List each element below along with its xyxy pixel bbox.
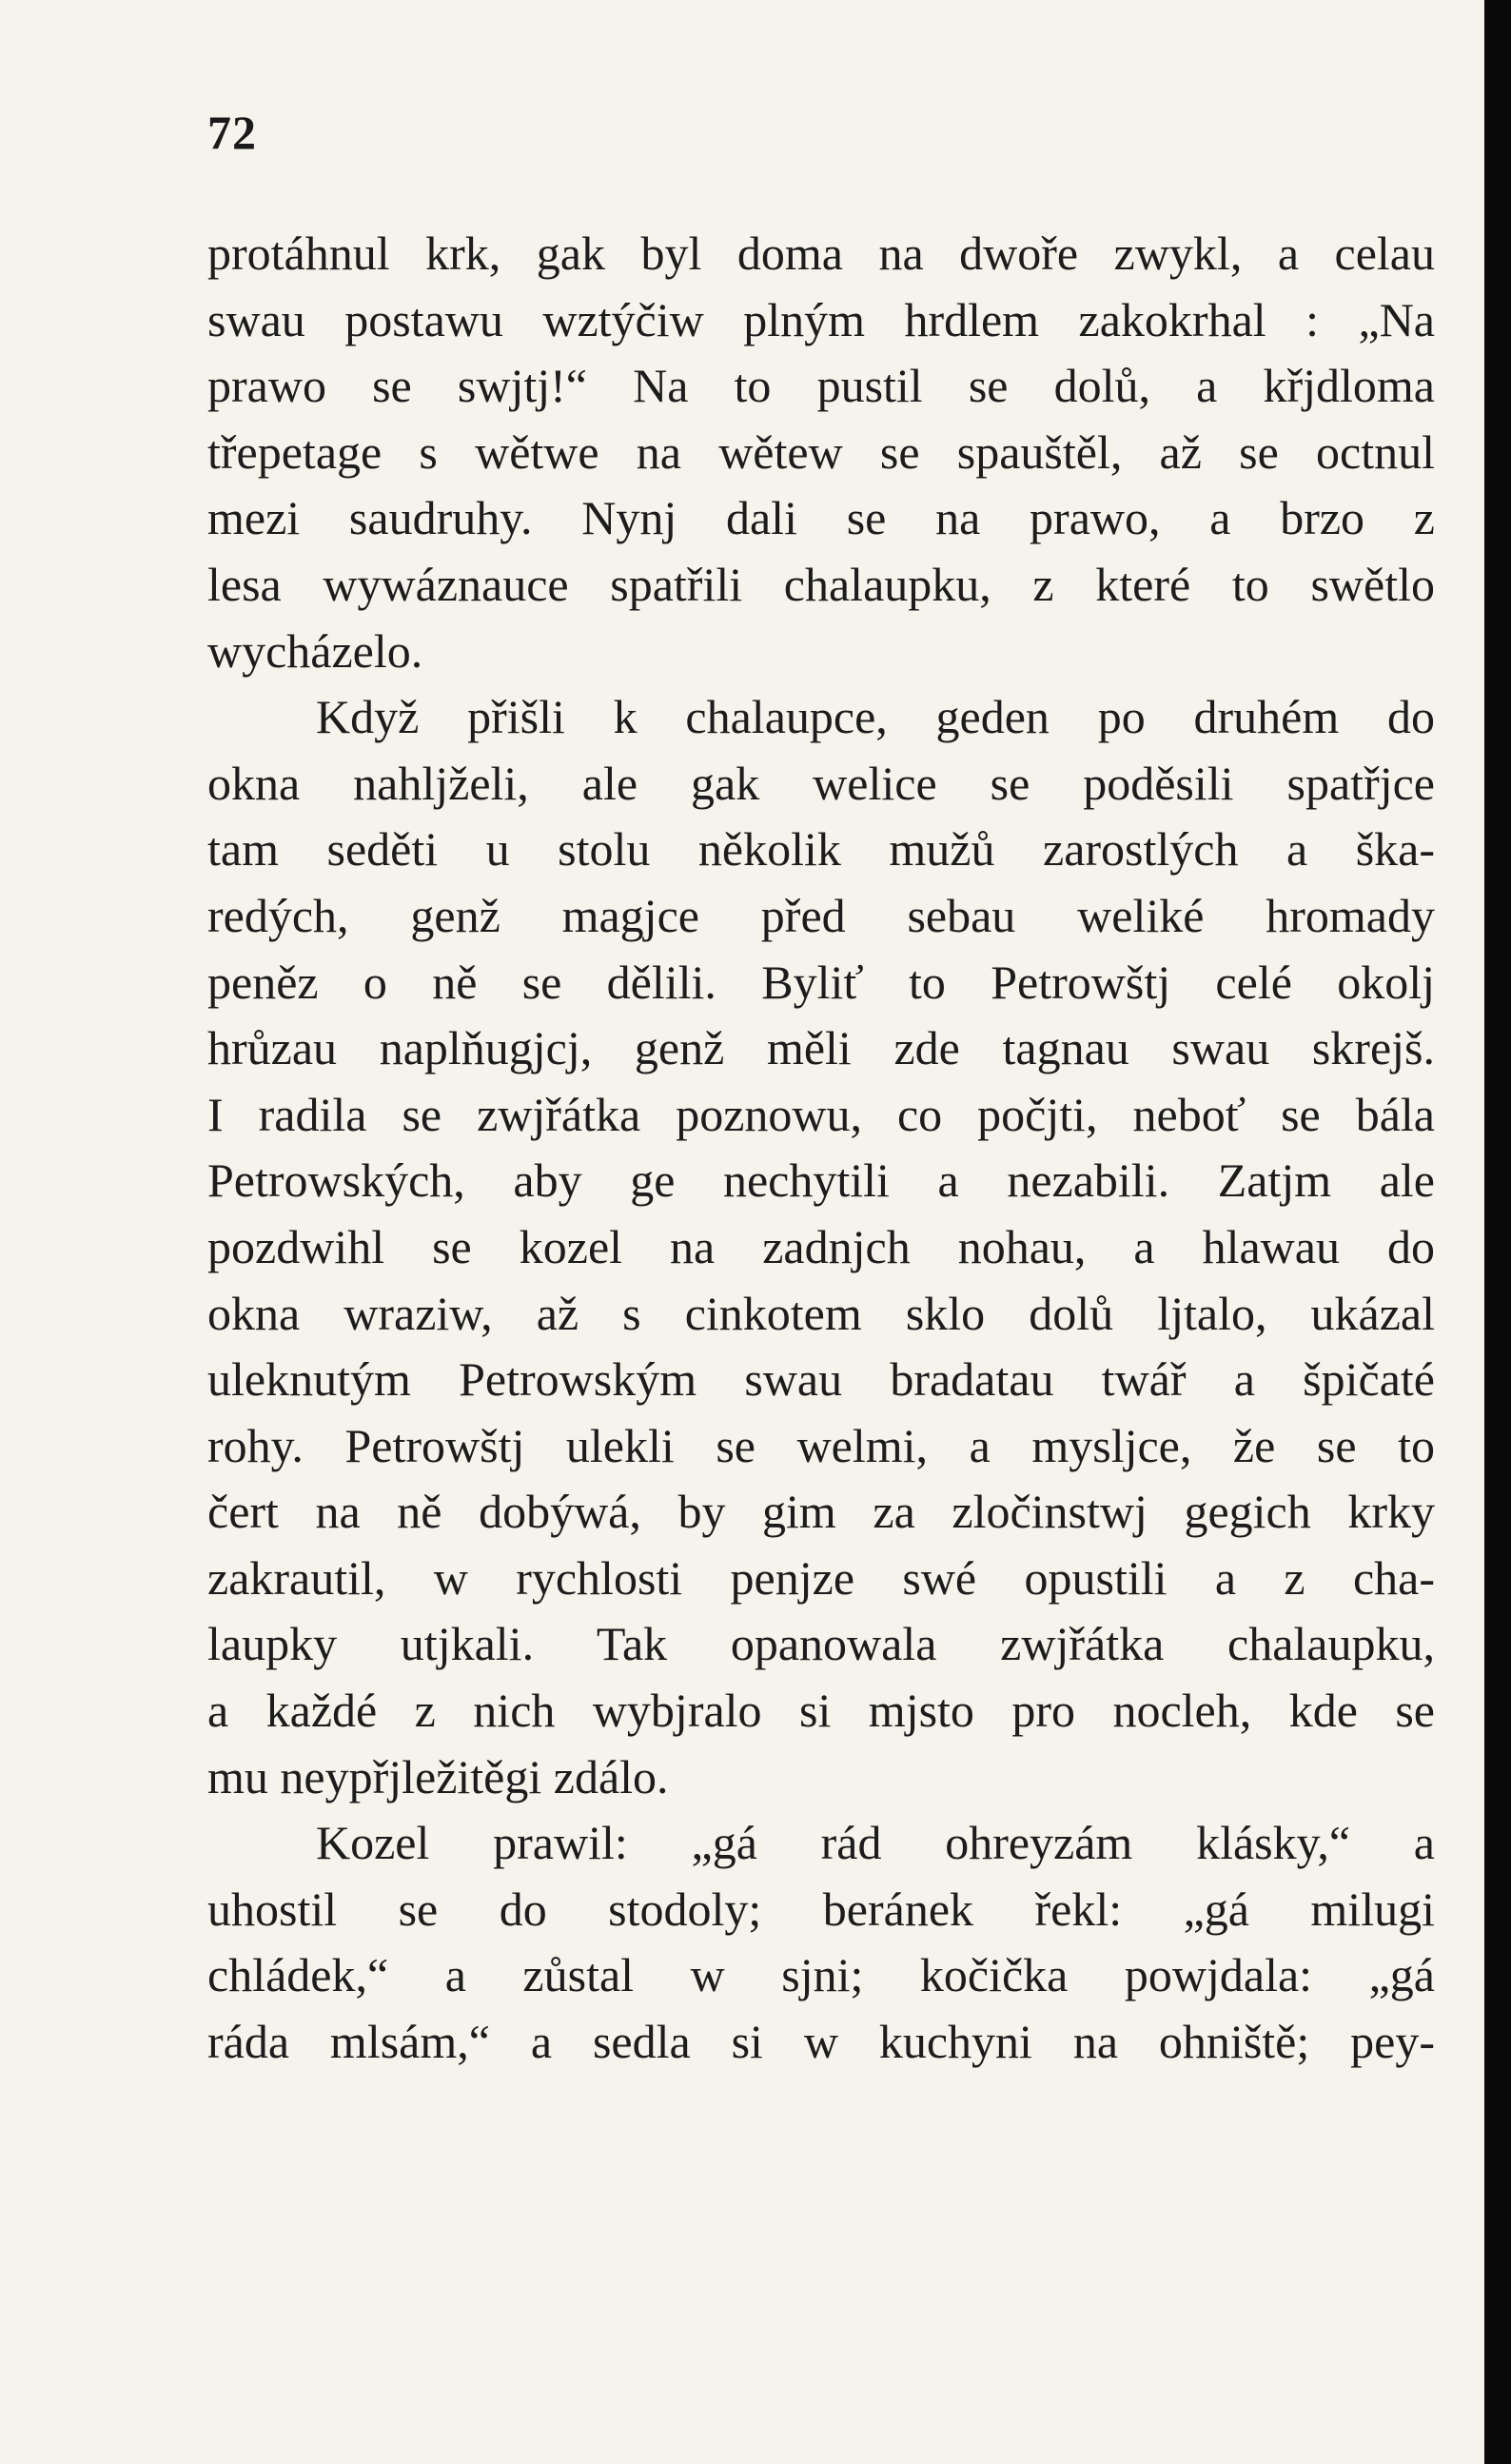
text-line: swau postawu wztýčiw plným hrdlem zakokrhal : „Na [207,292,1435,346]
text-line: Petrowských, aby ge nechytili a nezabili. Zatjm ale [207,1153,1435,1208]
text-line: zakrautil, w rychlosti penjze swé opustili a z cha- [207,1550,1435,1605]
text-line: uhostil se do stodoly; beránek řekl: „gá milugi [207,1882,1435,1936]
text-line: a každé z nich wybjralo si mjsto pro nocleh, kde se [207,1684,1435,1738]
text-line: lesa wywáznauce spatřili chalaupku, z které to swětlo [207,557,1435,611]
text-line: pozdwihl se kozel na zadnjch nohau, a hlawau do [207,1219,1435,1273]
text-line: rohy. Petrowštj ulekli se welmi, a myslјce, že se to [207,1418,1435,1472]
text-line: mu neypřjležitěgi zdálo. [207,1749,669,1804]
page-number: 72 [207,106,257,159]
text-line: peněz o ně se dělili. Byliť to Petrowštj celé okolj [207,955,1435,1009]
text-line: Když přišli k chalaupce, geden po druhém do [316,690,1435,744]
text-line: ráda mlsám,“ a sedla si w kuchyni na ohniště; pey- [207,2015,1435,2069]
text-line: Kozel prawil: „gá rád ohreyzám klásky,“ a [316,1816,1435,1870]
text-line: laupky utjkali. Tak opanowala zwjřátka chalaupku, [207,1617,1435,1671]
text-line: I radila se zwjřátka poznowu, co počjti, neboť se bála [207,1087,1435,1141]
text-line: třepetage s wětwe na wětew se spauštěl, až se octnul [207,424,1435,479]
text-line: okna wraziw, až s cinkotem sklo dolů ljtalo, ukázal [207,1286,1435,1340]
text-line: mezi saudruhy. Nynj dali se na prawo, a brzo z [207,491,1435,545]
text-line: uleknutým Petrowským swau bradatau twář a špičaté [207,1352,1435,1407]
text-line: prawo se swjtj!“ Na to pustil se dolů, a křjdloma [207,359,1435,413]
body-text [207,221,1435,2076]
text-line: redých, genž magjce před sebau weliké hromady [207,888,1435,942]
text-line: wycházelo. [207,623,423,678]
text-line: protáhnul krk, gak byl doma na dwoře zwykl, a celau [207,227,1435,280]
text-line: chládek,“ a zůstal w sjni; kočička powjdala: „gá [207,1948,1435,2002]
text-line: hrůzau naplňugjcj, genž měli zde tagnau swau skrejš. [207,1021,1435,1075]
text-line: okna nahljželi, ale gak welice se poděsili spatřjce [207,756,1435,810]
text-line: čert na ně dobýwá, by gim za zločinstwj gegich krky [207,1485,1435,1539]
page-edge-shadow [1484,0,1511,2464]
text-line: tam seděti u stolu několik mužů zarostlých a ška- [207,822,1435,877]
